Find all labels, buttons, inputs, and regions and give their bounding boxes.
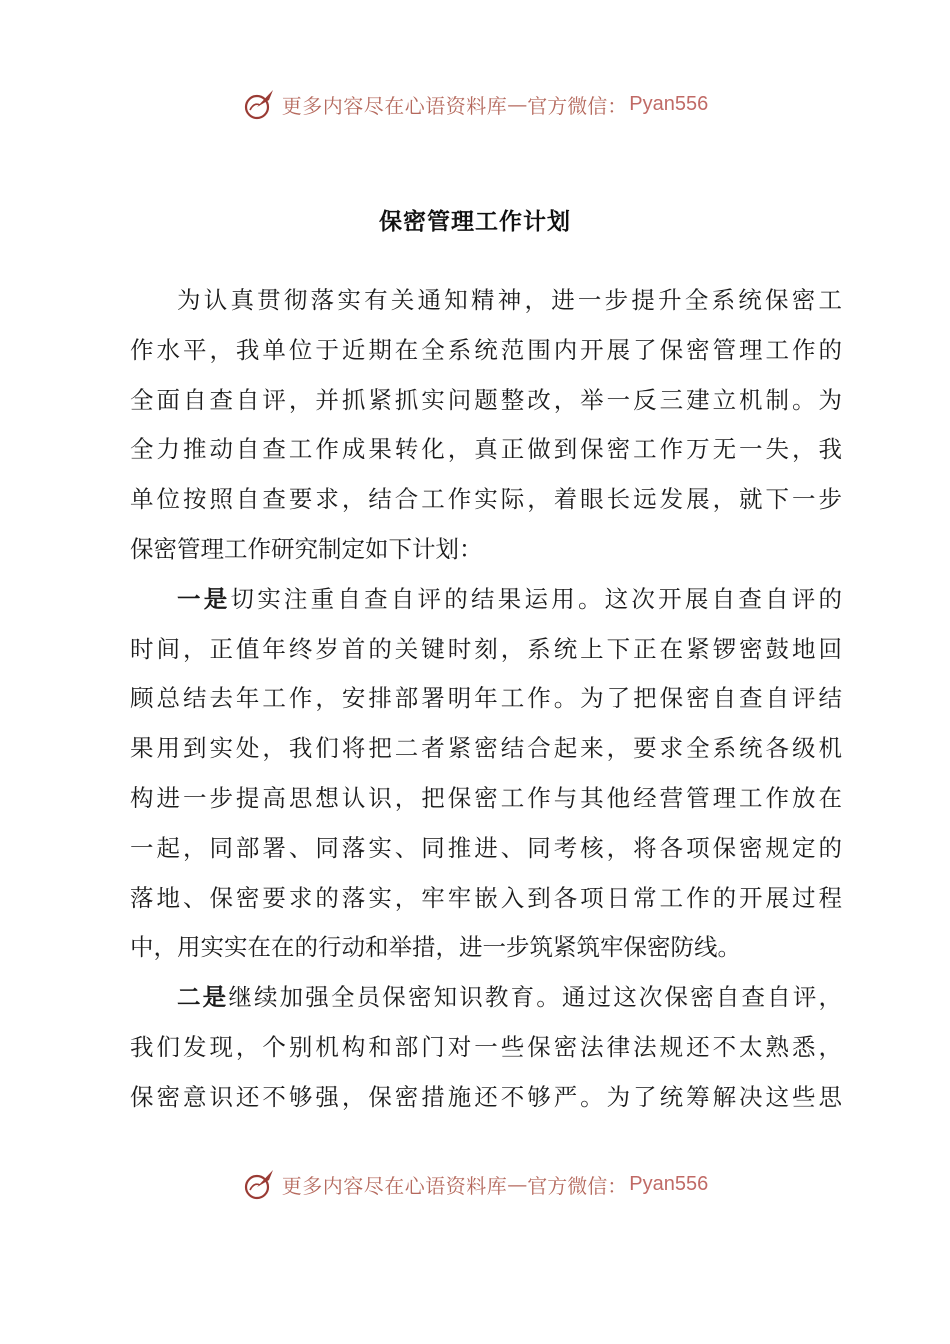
wechat-id: Pyan556 [629,1172,709,1195]
text-line: 单位按照自查要求，结合工作实际，着眼长远发展，就下一步 [130,485,842,514]
text-line: 时间，正值年终岁首的关键时刻，系统上下正在紧锣密鼓地回 [130,634,842,663]
text-line [130,580,842,630]
wechat-id: Pyan556 [629,92,709,115]
banner-separator: — [507,1172,528,1196]
text-line: 为认真贯彻落实有关通知精神，进一步提升全系统保密工 [177,286,842,314]
paragraph-point-two [130,978,842,1127]
header-banner [0,82,950,126]
text-line: 顾总结去年工作，安排部署明年工作。为了把保密自查自评结 [130,684,842,713]
wechat-label: 官方微信： [527,1173,628,1198]
text-line: 中，用实实在在的行动和举措，进一步筑紧筑牢保密防线。 [130,933,741,962]
text-line: 全力推动自查工作成果转化，真正做到保密工作万无一失，我 [130,435,842,464]
text-line: 果用到实处，我们将把二者紧密结合起来，要求全系统各级机 [130,734,842,763]
quill-pen-logo-icon [242,86,278,122]
line-text: 切实注重自查自评的结果运用。这次开展自查自评的 [230,584,843,613]
text-line: 保密意识还不够强，保密措施还不够严。为了统筹解决这些思 [130,1082,842,1111]
wechat-label: 官方微信： [527,93,628,118]
paragraph-point-one [130,580,842,978]
point-lead: 一是 [177,584,231,613]
line-text: 继续加强全员保密知识教育。通过这次保密自查自评， [228,983,843,1012]
paragraph-intro [130,281,842,580]
document-title: 保密管理工作计划 [379,209,571,235]
point-lead: 二是 [177,983,229,1012]
text-line: 一起，同部署、同落实、同推进、同考核，将各项保密规定的 [130,833,842,862]
text-line: 保密管理工作研究制定如下计划： [130,534,483,563]
document-body [130,281,842,1128]
text-line: 构进一步提高思想认识，把保密工作与其他经营管理工作放在 [130,783,842,812]
text-line: 落地、保密要求的落实，牢牢嵌入到各项日常工作的开展过程 [130,883,842,912]
quill-pen-logo-icon [242,1166,278,1202]
footer-banner [0,1162,950,1206]
text-line: 作水平，我单位于近期在全系统范围内开展了保密管理工作的 [130,335,842,364]
text-line: 全面自查自评，并抓紧抓实问题整改，举一反三建立机制。为 [130,385,842,414]
text-line [130,978,842,1028]
promo-text: 更多内容尽在心语资料库 [281,1173,508,1198]
text-line: 我们发现，个别机构和部门对一些保密法律法规还不太熟悉， [130,1032,842,1061]
banner-separator: — [507,92,528,116]
promo-text: 更多内容尽在心语资料库 [281,93,508,118]
